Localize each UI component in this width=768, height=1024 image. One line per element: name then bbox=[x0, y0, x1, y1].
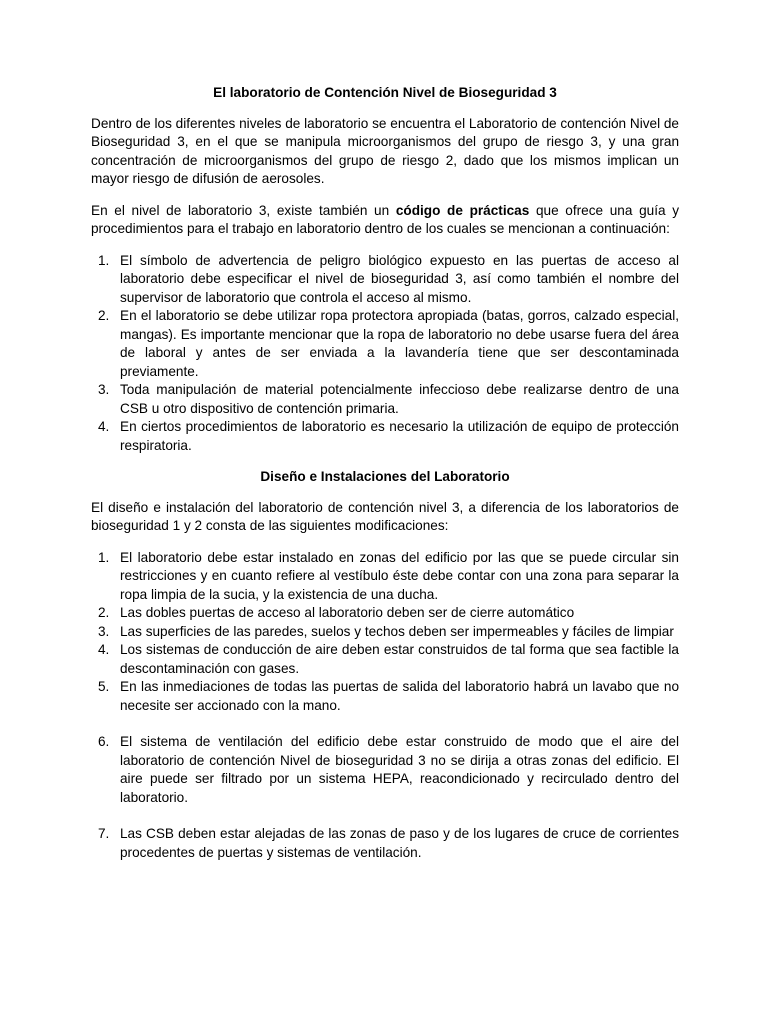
list-number: 5. bbox=[98, 679, 110, 694]
list-item bbox=[91, 678, 679, 715]
list-number: 1. bbox=[98, 252, 110, 268]
list-item-text: Toda manipulación de material potencialmente infeccioso debe realizarse dentro de una CSB u otro dispositivo de contención primaria. bbox=[120, 382, 679, 416]
list-item-text: El laboratorio debe estar instalado en zonas del edificio por las que se puede circular sin restricciones y en cuanto refiere al vestíbulo éste debe contar con una zona para separar la ropa limpia de la sucia, y la existencia de una ducha. bbox=[120, 549, 679, 602]
list-item bbox=[91, 381, 679, 418]
list-item bbox=[91, 825, 679, 862]
list-number: 3. bbox=[98, 623, 110, 639]
list-number: 3. bbox=[98, 382, 110, 397]
practices-code-term: código de prácticas bbox=[395, 202, 530, 218]
list-item bbox=[91, 733, 679, 807]
list-item-text: El sistema de ventilación del edificio debe estar construido de modo que el aire del laboratorio de contención Nivel de bioseguridad 3 no se dirija a otras zonas del edificio. El aire puede ser filtrado por un sistema HEPA, reacondicionado y recirculado dentro del laboratorio. bbox=[120, 734, 679, 805]
practices-list bbox=[91, 252, 679, 456]
list-item bbox=[91, 549, 679, 605]
practices-intro-paragraph bbox=[91, 202, 679, 239]
list-item bbox=[91, 604, 679, 623]
list-item bbox=[91, 307, 679, 381]
section-title: Diseño e Instalaciones del Laboratorio bbox=[260, 469, 510, 484]
list-item bbox=[91, 641, 679, 678]
practices-intro-text: En el nivel de laboratorio 3, existe también un bbox=[91, 202, 396, 218]
design-intro-paragraph: El diseño e instalación del laboratorio de contención nivel 3, a diferencia de los laboratorios de bioseguridad 1 y 2 consta de las siguientes modificaciones: bbox=[91, 499, 679, 533]
list-item bbox=[91, 623, 679, 642]
list-number: 6. bbox=[98, 734, 110, 749]
modifications-list bbox=[91, 549, 679, 863]
list-number: 2. bbox=[98, 605, 110, 620]
list-number: 7. bbox=[98, 826, 110, 841]
list-item-text: Las superficies de las paredes, suelos y techos deben ser impermeables y fáciles de limpiar bbox=[120, 623, 674, 639]
list-item-text: En el laboratorio se debe utilizar ropa protectora apropiada (batas, gorros, calzado especial, mangas). Es importante mencionar que la ropa de laboratorio no debe usarse fuera del área de laboral y antes de ser enviada a la lavandería tiene que ser descontaminada previamente. bbox=[120, 308, 679, 379]
list-number: 4. bbox=[98, 419, 110, 434]
list-item-text: Las dobles puertas de acceso al laboratorio deben ser de cierre automático bbox=[120, 605, 575, 620]
list-item-text: En las inmediaciones de todas las puertas de salida del laboratorio habrá un lavabo que no necesite ser accionado con la mano. bbox=[120, 679, 679, 713]
list-item-text: En ciertos procedimientos de laboratorio es necesario la utilización de equipo de protección respiratoria. bbox=[120, 419, 679, 453]
document-page bbox=[91, 84, 679, 875]
list-item bbox=[91, 418, 679, 455]
intro-paragraph: Dentro de los diferentes niveles de laboratorio se encuentra el Laboratorio de contención Nivel de Bioseguridad 3, en el que se manipula microorganismos del grupo de riesgo 3, y una gran concentración de microorganismos del grupo de riesgo 2, dado que los mismos implican un mayor riesgo de difusión de aerosoles. bbox=[91, 115, 679, 186]
list-item-text: El símbolo de advertencia de peligro biológico expuesto en las puertas de acceso al laboratorio debe especificar el nivel de bioseguridad 3, así como también el nombre del supervisor de laboratorio que controla el acceso al mismo. bbox=[120, 252, 679, 305]
list-item bbox=[91, 252, 679, 308]
list-number: 4. bbox=[98, 642, 110, 657]
list-item-text: Los sistemas de conducción de aire deben estar construidos de tal forma que sea factible la descontaminación con gases. bbox=[120, 642, 679, 676]
list-item-text: Las CSB deben estar alejadas de las zonas de paso y de los lugares de cruce de corrientes procedentes de puertas y sistemas de ventilación. bbox=[120, 826, 679, 860]
list-number: 2. bbox=[98, 308, 110, 323]
document-title: El laboratorio de Contención Nivel de Bioseguridad 3 bbox=[213, 85, 557, 100]
list-number: 1. bbox=[98, 549, 110, 565]
practices-intro-text-end: que ofrece una guía y procedimientos para el trabajo en laboratorio dentro de los cuales se mencionan a continuación: bbox=[91, 202, 680, 236]
